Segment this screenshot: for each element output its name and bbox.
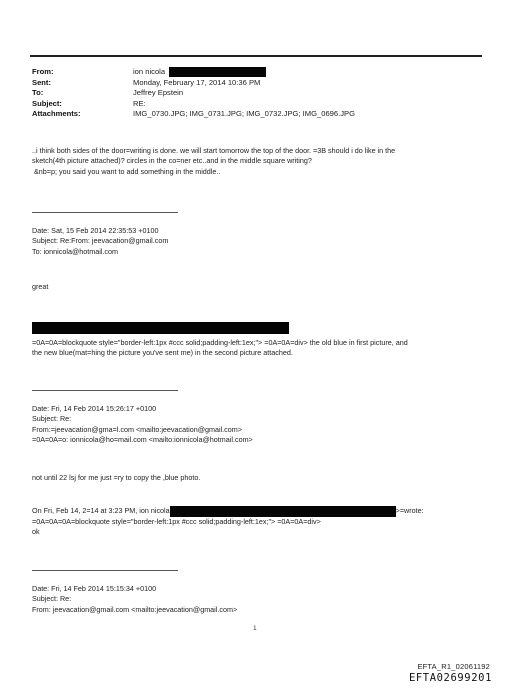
quote-separator — [32, 390, 178, 391]
from-label: From: — [32, 67, 54, 76]
message-text-line: great — [32, 282, 49, 291]
redaction-block — [170, 506, 396, 517]
message-date: Date: Fri, 14 Feb 2014 15:15:34 +0100 — [32, 584, 157, 593]
document-id-stamp: EFTA02699201 — [408, 672, 492, 684]
message-body — [32, 146, 482, 177]
quote-line: ok — [32, 527, 40, 537]
email-header — [32, 67, 482, 120]
from-value — [133, 67, 266, 78]
quoted-message-3 — [32, 584, 482, 615]
message-date: Date: Sat, 15 Feb 2014 22:35:53 +0100 — [32, 226, 159, 235]
message-text-line: not until 22 lsj for me just =ry to copy the ,blue photo. — [32, 473, 201, 482]
to-value: Jeffrey Epstein — [133, 88, 184, 98]
document-id-small: EFTA_R1_02061192 — [417, 662, 490, 671]
body-line: &nb=p; you said you want to add something in the middle.. — [34, 166, 221, 176]
quoted-message-1 — [32, 226, 482, 257]
message-subject: Subject: Re: — [32, 414, 72, 424]
message-text — [32, 282, 482, 292]
message-subject: Subject: Re:From: jeevacation@gmail.com — [32, 236, 169, 246]
redaction-block — [32, 322, 289, 334]
header-row-sent — [32, 78, 482, 89]
message-to: =0A=0A=o: ionnicola@ho=mail.com <mailto:ionnicola@hotmail.com> — [32, 435, 253, 445]
sent-label: Sent: — [32, 77, 51, 87]
page-number: 1 — [253, 625, 257, 632]
quoted-blockquote-2 — [32, 506, 482, 538]
header-row-subject — [32, 99, 482, 110]
message-to: To: ionnicola@hotmail.com — [32, 246, 118, 256]
message-from: From:=jeevacation@gma=l.com <mailto:jeevacation@gmail.com> — [32, 424, 242, 434]
quote-wrote: >=wrote: — [395, 506, 424, 516]
quote-line: =0A=0A=blockquote style="border-left:1px #ccc solid;padding-left:1ex;"> =0A=0A=div> the old blue in first picture, and — [32, 338, 408, 347]
quote-line: the new blue(mat=hing the picture you've sent me) in the second picture attached. — [32, 348, 293, 358]
message-subject: Subject: Re: — [32, 594, 72, 604]
attachments-value[interactable]: IMG_0730.JPG; IMG_0731.JPG; IMG_0732.JPG; IMG_0696.JPG — [133, 109, 356, 119]
message-from: From: jeevacation@gmail.com <mailto:jeevacation@gmail.com> — [32, 604, 238, 614]
to-label: To: — [32, 88, 44, 98]
subject-label: Subject: — [32, 98, 62, 108]
message-date: Date: Fri, 14 Feb 2014 15:26:17 +0100 — [32, 404, 157, 413]
header-row-from — [32, 67, 482, 78]
body-line: ..i think both sides of the door=writing is done. we will start tomorrow the top of the door. =3B should i do like in the — [32, 146, 396, 155]
header-row-to — [32, 88, 482, 99]
header-row-attachments — [32, 109, 482, 120]
sent-value: Monday, February 17, 2014 10:36 PM — [133, 77, 261, 87]
quote-intro-line — [32, 506, 482, 517]
redaction-block — [169, 67, 266, 77]
quote-intro: On Fri, Feb 14, 2=14 at 3:23 PM, ion nicola — [32, 506, 170, 516]
body-line: sketch(4th picture attached)? circles in the co=ner etc..and in the middle square writing? — [32, 156, 312, 166]
from-name: ion nicola — [133, 67, 166, 76]
quoted-blockquote-1 — [32, 338, 482, 359]
quoted-message-2 — [32, 404, 482, 446]
quote-separator — [32, 212, 178, 213]
subject-value: RE: — [133, 98, 146, 108]
quote-line: =0A=0A=0A=blockquote style="border-left:1px #ccc solid;padding-left:1ex;"> =0A=0A=div> — [32, 517, 321, 526]
message-text — [32, 473, 482, 483]
attachments-label: Attachments: — [32, 109, 81, 119]
header-top-rule — [30, 55, 482, 57]
quote-separator — [32, 570, 178, 571]
